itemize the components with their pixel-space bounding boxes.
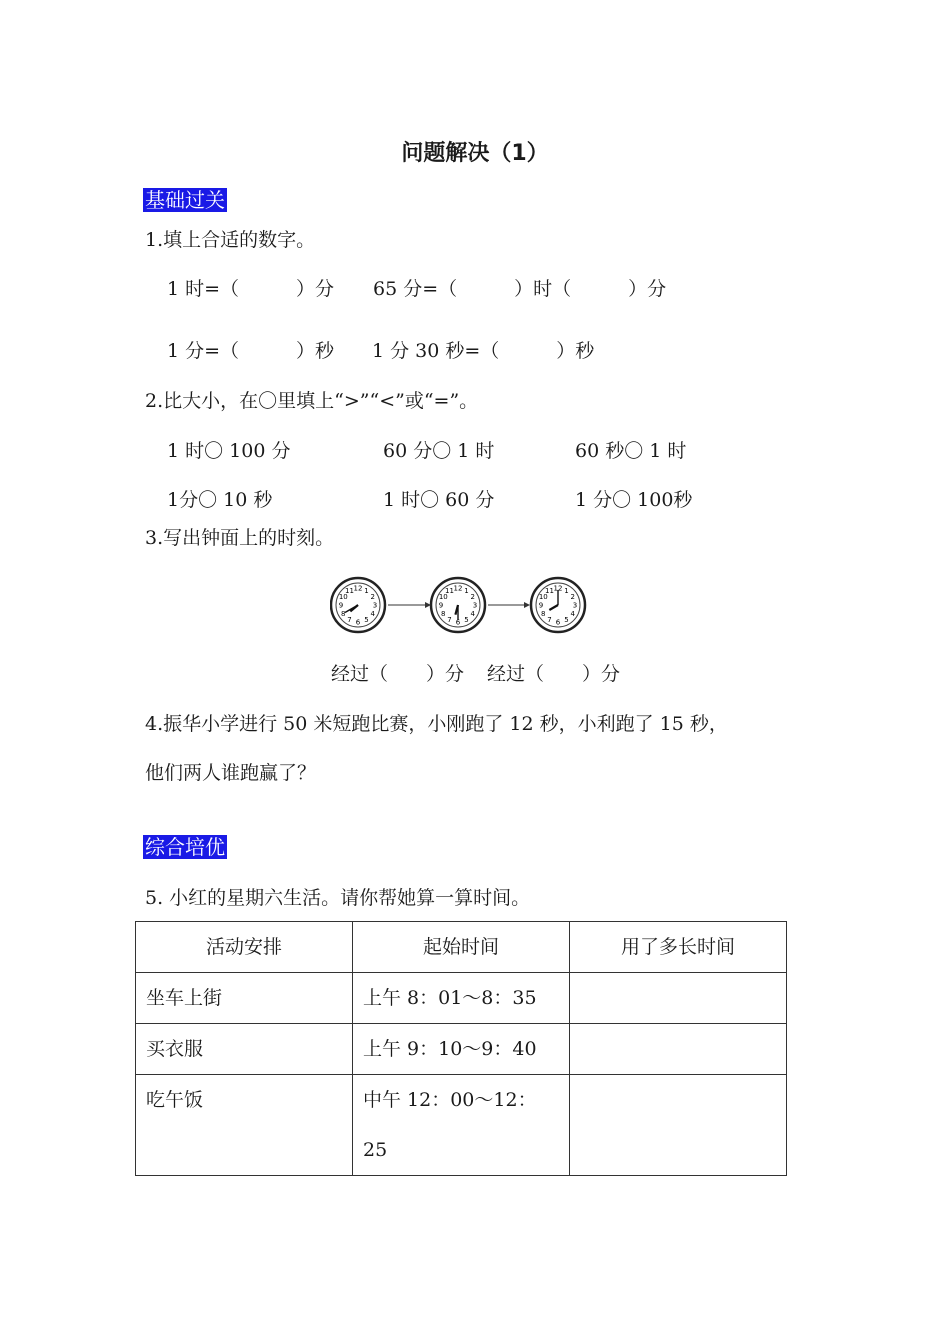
time-cell: 上午 8：01～8：35: [353, 973, 570, 1024]
section-tag-advanced: 综合培优: [145, 835, 225, 859]
schedule-table: [135, 921, 787, 1176]
time-cell: 上午 9：10～9：40: [353, 1024, 570, 1075]
clock-numeral: 5: [464, 616, 469, 625]
table-header-row: [136, 922, 787, 973]
clock-numeral: 3: [472, 601, 478, 610]
q4-line2: 他们两人谁跑赢了？: [145, 762, 317, 784]
clock-numeral: 9: [538, 601, 544, 610]
activity-cell: 坐车上街: [136, 973, 353, 1024]
q2-item: 1 时〇 60 分: [383, 489, 495, 511]
time-cell: [353, 1075, 570, 1176]
clock-numeral: 8: [341, 610, 346, 618]
q3-elapsed: 经过（ ）分: [487, 663, 621, 685]
q2-item: 1 分〇 100秒: [575, 489, 693, 511]
q5-stem: 5. 小红的星期六生活。请你帮她算一算时间。: [145, 887, 531, 909]
clock-face: [431, 578, 485, 632]
clock-numeral: 11: [545, 586, 554, 595]
q1-item: 1 时=（ ）分: [167, 278, 335, 300]
clock-face: [531, 578, 585, 632]
clock-diagram: [330, 574, 590, 636]
q1-item: 65 分=（ ）时（ ）分: [373, 278, 667, 300]
q1-item: 1 分 30 秒=（ ）秒: [372, 340, 595, 362]
duration-cell[interactable]: [570, 1024, 787, 1075]
activity-cell: 吃午饭: [136, 1075, 353, 1176]
section-tag-basic: 基础过关: [145, 188, 225, 212]
clock-numeral: 7: [347, 616, 352, 625]
clock-numeral: 4: [370, 610, 375, 618]
clock-numeral: 12: [553, 584, 563, 593]
q1-item: 1 分=（ ）秒: [167, 340, 335, 362]
clock-numeral: 6: [555, 618, 561, 627]
page-title: 问题解决（1）: [401, 141, 549, 166]
clock-numeral: 6: [455, 618, 461, 627]
clock-numeral: 10: [338, 593, 348, 601]
clock-numeral: 8: [541, 610, 546, 618]
clock-numeral: 9: [338, 601, 344, 610]
q2-item: 1 时〇 100 分: [167, 440, 291, 462]
q2-item: 60 分〇 1 时: [383, 440, 495, 462]
clock-numeral: 1: [364, 586, 369, 595]
table-row: [136, 973, 787, 1024]
q1-stem: 1.填上合适的数字。: [145, 229, 316, 251]
clock-numeral: 4: [470, 610, 475, 618]
clock-numeral: 12: [453, 584, 463, 593]
time-cell-line: 25: [363, 1139, 388, 1161]
clock-numeral: 11: [345, 586, 354, 595]
time-cell-line: 中午 12：00～12：: [363, 1089, 537, 1111]
clock-numeral: 8: [441, 610, 446, 618]
clock-numeral: 9: [438, 601, 444, 610]
clock-numeral: 5: [564, 616, 569, 625]
table-row: [136, 1024, 787, 1075]
clock-numeral: 3: [372, 601, 378, 610]
table-header: 用了多长时间: [570, 922, 787, 973]
clock-numeral: 1: [464, 586, 469, 595]
clock-numeral: 10: [538, 593, 548, 601]
q2-stem: 2.比大小，在〇里填上“>”“<”或“=”。: [145, 390, 479, 412]
clock-numeral: 5: [364, 616, 369, 625]
clock-numeral: 2: [570, 593, 575, 601]
clock-numeral: 1: [564, 586, 569, 595]
q3-elapsed: 经过（ ）分: [331, 663, 465, 685]
duration-cell[interactable]: [570, 973, 787, 1024]
clock-numeral: 4: [570, 610, 575, 618]
duration-cell[interactable]: [570, 1075, 787, 1176]
table-header: 活动安排: [136, 922, 353, 973]
clock-numeral: 10: [438, 593, 448, 601]
table-header: 起始时间: [353, 922, 570, 973]
clock-numeral: 2: [470, 593, 475, 601]
clock-numeral: 6: [355, 618, 361, 627]
q3-stem: 3.写出钟面上的时刻。: [145, 527, 335, 549]
clock-numeral: 11: [445, 586, 454, 595]
table-row: [136, 1075, 787, 1176]
clock-face: [331, 578, 385, 632]
clock-numeral: 7: [547, 616, 552, 625]
clock-numeral: 12: [353, 584, 363, 593]
q2-item: 60 秒〇 1 时: [575, 440, 687, 462]
q4-line1: 4.振华小学进行 50 米短跑比赛，小刚跑了 12 秒，小利跑了 15 秒，: [145, 713, 728, 735]
q2-item: 1分〇 10 秒: [167, 489, 273, 511]
activity-cell: 买衣服: [136, 1024, 353, 1075]
clock-numeral: 7: [447, 616, 452, 625]
clock-numeral: 2: [370, 593, 375, 601]
clock-numeral: 3: [572, 601, 578, 610]
